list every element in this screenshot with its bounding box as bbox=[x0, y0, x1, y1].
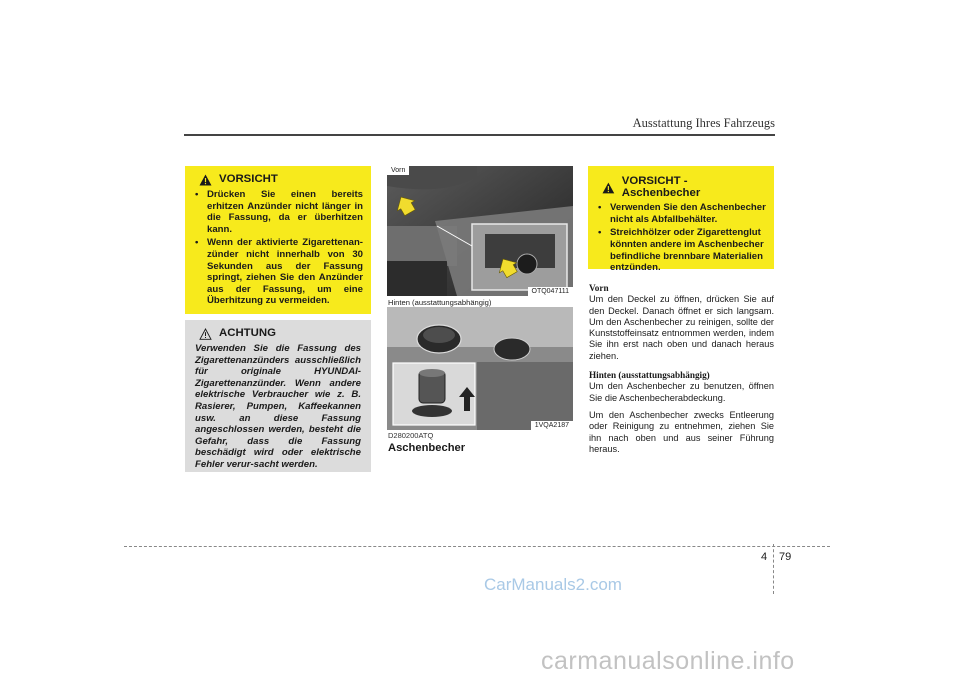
front-paragraph: Um den Deckel zu öffnen, drücken Sie auf den Deckel. Danach öffnet er sich langsam. Um den Aschenbecher zu reinigen, sollte der Kunststoffeinsatz entnommen werden, indem Sie ihn erst nach oben und danach heraus ziehen. bbox=[589, 294, 774, 361]
rear-paragraph-2: Um den Aschenbecher zwecks Entleerung oder Reinigung zu entnehmen, ziehen Sie ihn nach oben und aus seiner Führung heraus. bbox=[589, 409, 774, 454]
rear-ashtray-illustration bbox=[387, 307, 573, 430]
notice-box bbox=[185, 320, 371, 472]
caution-ashtray-title: VORSICHT - Aschenbecher bbox=[621, 175, 701, 199]
caution-lighter-title: VORSICHT bbox=[219, 173, 278, 186]
watermark-carmanuals2[interactable]: CarManuals2.com bbox=[484, 575, 622, 594]
section-header: Ausstattung Ihres Fahrzeugs bbox=[632, 116, 775, 130]
rear-heading: Hinten (ausstattungsabhängig) bbox=[589, 370, 710, 381]
rear-photo-code: 1VQA2187 bbox=[531, 421, 573, 430]
notice-title: ACHTUNG bbox=[219, 327, 276, 340]
front-heading: Vorn bbox=[589, 283, 609, 293]
front-ashtray-photo bbox=[387, 166, 573, 296]
section-title: Aschenbecher bbox=[388, 442, 466, 454]
list-item: • Streichhölzer oder Zigarettenglut könnten andere im Aschenbecher befindliche brennbare Materialien entzünden. bbox=[594, 227, 766, 273]
caution-lighter-list bbox=[191, 189, 363, 307]
notice-title-row bbox=[185, 328, 367, 340]
front-photo-code: OTQ047111 bbox=[528, 287, 574, 296]
chapter-number: 4 bbox=[761, 551, 768, 563]
rear-photo-label: Hinten (ausstattungsabhängig) bbox=[388, 298, 492, 307]
warning-outline-icon bbox=[199, 328, 212, 340]
front-ashtray-illustration bbox=[387, 166, 573, 296]
list-item: • Verwenden Sie den Aschenbecher nicht als Abfallbehälter. bbox=[594, 202, 766, 225]
front-label: Vorn bbox=[387, 166, 409, 175]
body-text-column bbox=[589, 281, 774, 461]
caution-lighter-title-row bbox=[191, 174, 363, 186]
footer-divider bbox=[773, 544, 774, 594]
caution-ashtray-box bbox=[588, 166, 774, 274]
warning-icon bbox=[199, 174, 212, 186]
warning-icon bbox=[602, 182, 615, 194]
caution-ashtray-list bbox=[594, 202, 766, 274]
header-rule bbox=[184, 134, 775, 136]
list-item: • Wenn der aktivierte Zigarettenan-zünder nicht innerhalb von 30 Sekunden aus der Fassung springt, ziehen Sie den Anzünder aus der Fassung, um eine Überhitzung zu vermeiden. bbox=[191, 237, 363, 307]
list-item: • Drücken Sie einen bereits erhitzen Anzünder nicht länger in die Fassung, da er überhitzen kann. bbox=[191, 189, 363, 235]
section-code: D280200ATQ bbox=[388, 431, 434, 440]
watermark-carmanualsonline[interactable]: carmanualsonline.info bbox=[541, 647, 795, 675]
caution-ashtray-title-row bbox=[594, 176, 766, 199]
footer-rule bbox=[124, 546, 830, 547]
rear-paragraph-1: Um den Aschenbecher zu benutzen, öffnen Sie die Aschenbecherabdeckung. bbox=[589, 381, 774, 403]
notice-text: Verwenden Sie die Fassung des Zigarettenanzünders ausschließlich für originale HYUNDAI-Zigarettenanzünder. Wenn andere elektrische Verbraucher wie z. B. Rasierer, Pumpen, Kaffeekannen usw. an diese Fassung angeschlossen werden, besteht die Gefahr, dass die Fassung beschädigt wird oder elektrische Fehler verur-sacht werden. bbox=[195, 343, 361, 470]
page-number: 79 bbox=[779, 551, 792, 563]
caution-lighter-box bbox=[185, 166, 371, 314]
rear-ashtray-photo bbox=[387, 307, 573, 430]
